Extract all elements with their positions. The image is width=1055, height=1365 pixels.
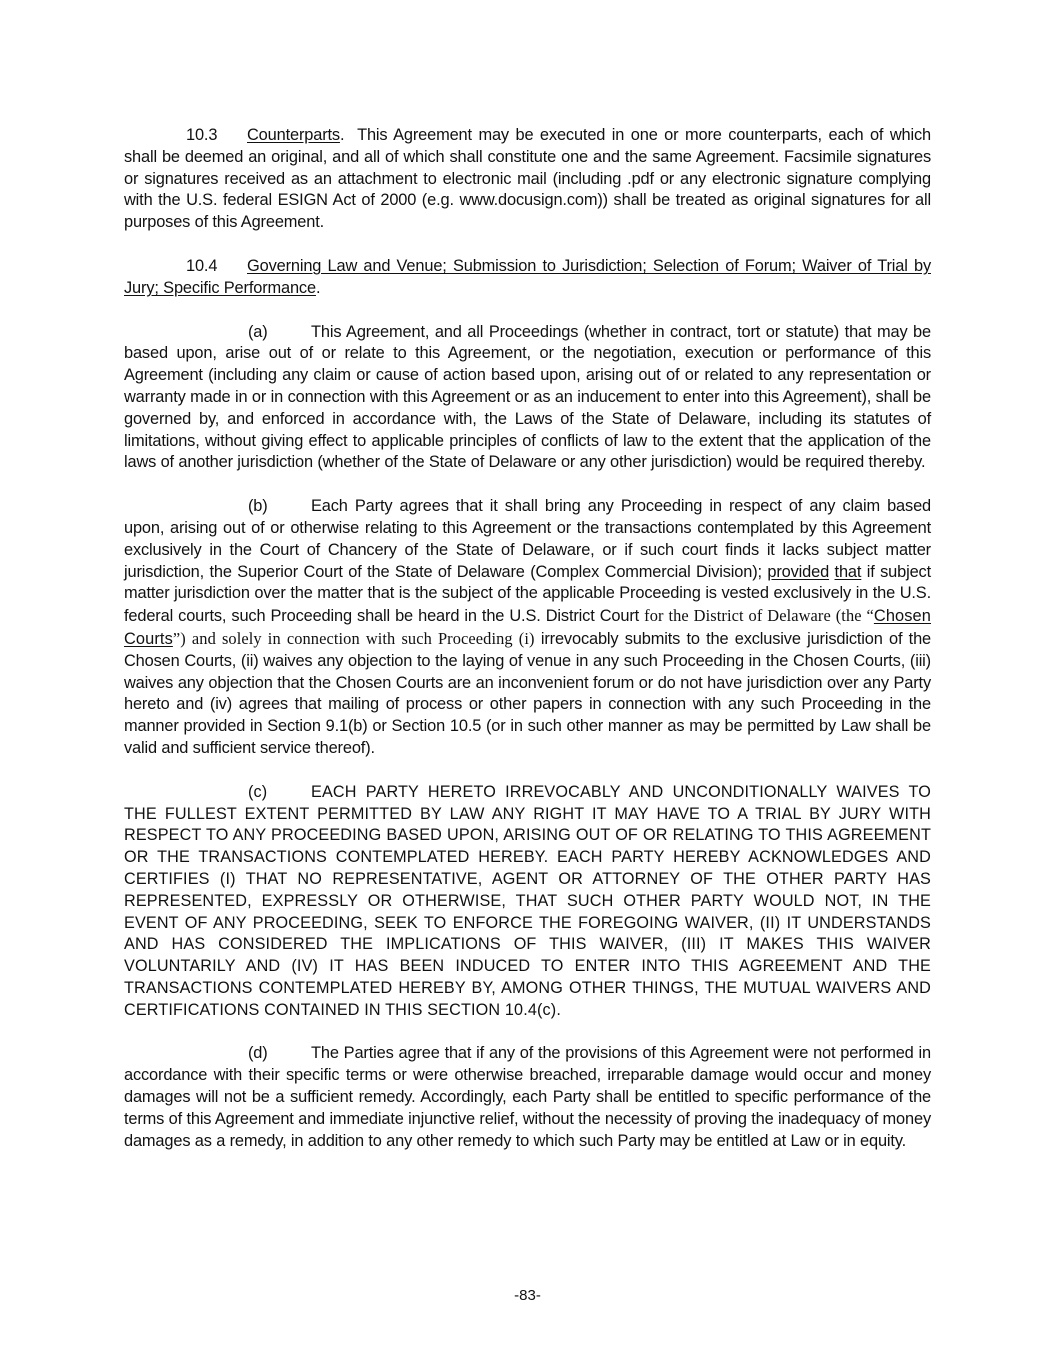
clause-body-final: irrevocably submits to the exclusive jurisdiction of the Chosen Courts, (ii) waives any objection to the laying of venue in any such Proceeding in the Chosen Courts, (iii) waives any objection that the Chosen Courts are an inconvenient forum or do not have jurisdiction over any Party hereto and (iv) agrees that mailing of process or other papers in connection with any such Proceeding in the manner provided in Section 9.1(b) or Section 10.5 (or in such other manner as may be permitted by Law shall be valid and sufficient service thereof). (124, 629, 932, 757)
clause-body-serif-text-2: ”) and solely in connection with such Proceeding (i) (172, 628, 535, 648)
section-10-3: 10.3 Counterparts. This Agreement may be executed in one or more counterparts, each of which shall be deemed an original, and all of which shall constitute one and the same Agreement. Facsimile signatures or signatures received as an attachment to electronic mail (including .pdf or any electronic signature complying with the U.S. federal ESIGN Act of 2000 (e.g. www.docusign.com)) shall be treated as original signatures for all purposes of this Agreement. (124, 126, 931, 232)
chosen-courts-term: Chosen Courts (124, 607, 931, 648)
clause-body: Each Party agrees that it shall bring any Proceeding in respect of any claim based upon, arising out of or otherwise relating to this Agreement or the transactions contemplated by this Agreement exclusively in the Court of Chancery of the State of Delaware, or if such court finds it lacks subject matter jurisdiction, the Superior Court of the State of Delaware (Complex Commercial Division); (124, 497, 931, 581)
provided-term: provided (767, 562, 830, 581)
clause-body: This Agreement, and all Proceedings (whether in contract, tort or statute) that may be based upon, arise out of or relate to this Agreement, or the negotiation, execution or performance of this Agreement (including any claim or cause of action based upon, arising out of or related to any representation or warranty made in or in connection with this Agreement or as an inducement to enter into this Agreement), shall be governed by, and enforced in accordance with, the Laws of the State of Delaware, including its statutes of limitations, without giving effect to applicable principles of conflicts of law to the extent that the application of the laws of another jurisdiction (whether of the State of Delaware or any other jurisdiction) would be required thereby. (124, 322, 931, 472)
clause-label: (a) (248, 322, 268, 341)
page-number: -83- (514, 1287, 541, 1304)
section-heading: Governing Law and Venue; Submission to Jurisdiction; Selection of Forum; Waiver of Trial by Jury; Specific Performance (124, 256, 931, 297)
clause-label: (c) (248, 782, 268, 801)
section-10-4: 10.4 Governing Law and Venue; Submission to Jurisdiction; Selection of Forum; Waiver of Trial by Jury; Specific Performance. (124, 256, 931, 297)
paragraph-spacer (124, 760, 931, 782)
clause-d (124, 1043, 931, 1152)
paragraph-spacer (124, 474, 931, 496)
section-number: 10.4 (186, 256, 218, 275)
section-body: This Agreement may be executed in one or more counterparts, each of which shall be deemed an original, and all of which shall constitute one and the same Agreement. Facsimile signatures or signatures received as an attachment to electronic mail (including .pdf or any electronic signature complying with the U.S. federal ESIGN Act of 2000 (e.g. www.docusign.com)) shall be treated as original signatures for all purposes of this Agreement. (124, 126, 931, 232)
clause-body-serif-text: for the District of Delaware (the “ (644, 606, 874, 626)
paragraph-spacer (124, 300, 931, 322)
document-page (124, 125, 931, 1152)
clause-label: (b) (248, 497, 268, 516)
clause-label: (d) (248, 1044, 268, 1063)
clause-body-continued: if subject matter jurisdiction over the matter that is the subject of the applicable Proceeding is vested exclusively in the U.S. federal courts, such Proceeding shall be heard in the U.S. District Court (124, 562, 932, 626)
that-term: that (834, 562, 862, 581)
section-heading: Counterparts (247, 126, 340, 144)
clause-body: The Parties agree that if any of the provisions of this Agreement were not performed in accordance with their specific terms or were otherwise breached, irreparable damage would occur and money damages will not be a sufficient remedy. Accordingly, each Party shall be entitled to specific performance of the terms of this Agreement and immediate injunctive relief, without the necessity of proving the inadequacy of money damages as a remedy, in addition to any other remedy to which such Party may be entitled at Law or in equity. (124, 1044, 931, 1150)
paragraph-spacer (124, 1021, 931, 1043)
clause-c (124, 782, 931, 1022)
clause-a (124, 322, 931, 475)
clause-b (124, 496, 931, 760)
clause-body: EACH PARTY HERETO IRREVOCABLY AND UNCONDITIONALLY WAIVES TO THE FULLEST EXTENT PERMITTED BY LAW ANY RIGHT IT MAY HAVE TO A TRIAL BY JURY WITH RESPECT TO ANY PROCEEDING BASED UPON, ARISING OUT OF OR RELATING TO THIS AGREEMENT OR THE TRANSACTIONS CONTEMPLATED HEREBY. EACH PARTY HEREBY ACKNOWLEDGES AND CERTIFIES (I) THAT NO REPRESENTATIVE, AGENT OR ATTORNEY OF THE OTHER PARTY HAS REPRESENTED, EXPRESSLY OR OTHERWISE, THAT SUCH OTHER PARTY WOULD NOT, IN THE EVENT OF ANY PROCEEDING, SEEK TO ENFORCE THE FOREGOING WAIVER, (II) IT UNDERSTANDS AND HAS CONSIDERED THE IMPLICATIONS OF THIS WAIVER, (III) IT MAKES THIS WAIVER VOLUNTARILY AND (IV) IT HAS BEEN INDUCED TO ENTER INTO THIS AGREEMENT AND THE TRANSACTIONS CONTEMPLATED HEREBY BY, AMONG OTHER THINGS, THE MUTUAL WAIVERS AND CERTIFICATIONS CONTAINED IN THIS SECTION 10.4(c). (124, 782, 931, 1019)
section-number: 10.3 (186, 126, 218, 144)
paragraph-spacer (124, 234, 931, 256)
